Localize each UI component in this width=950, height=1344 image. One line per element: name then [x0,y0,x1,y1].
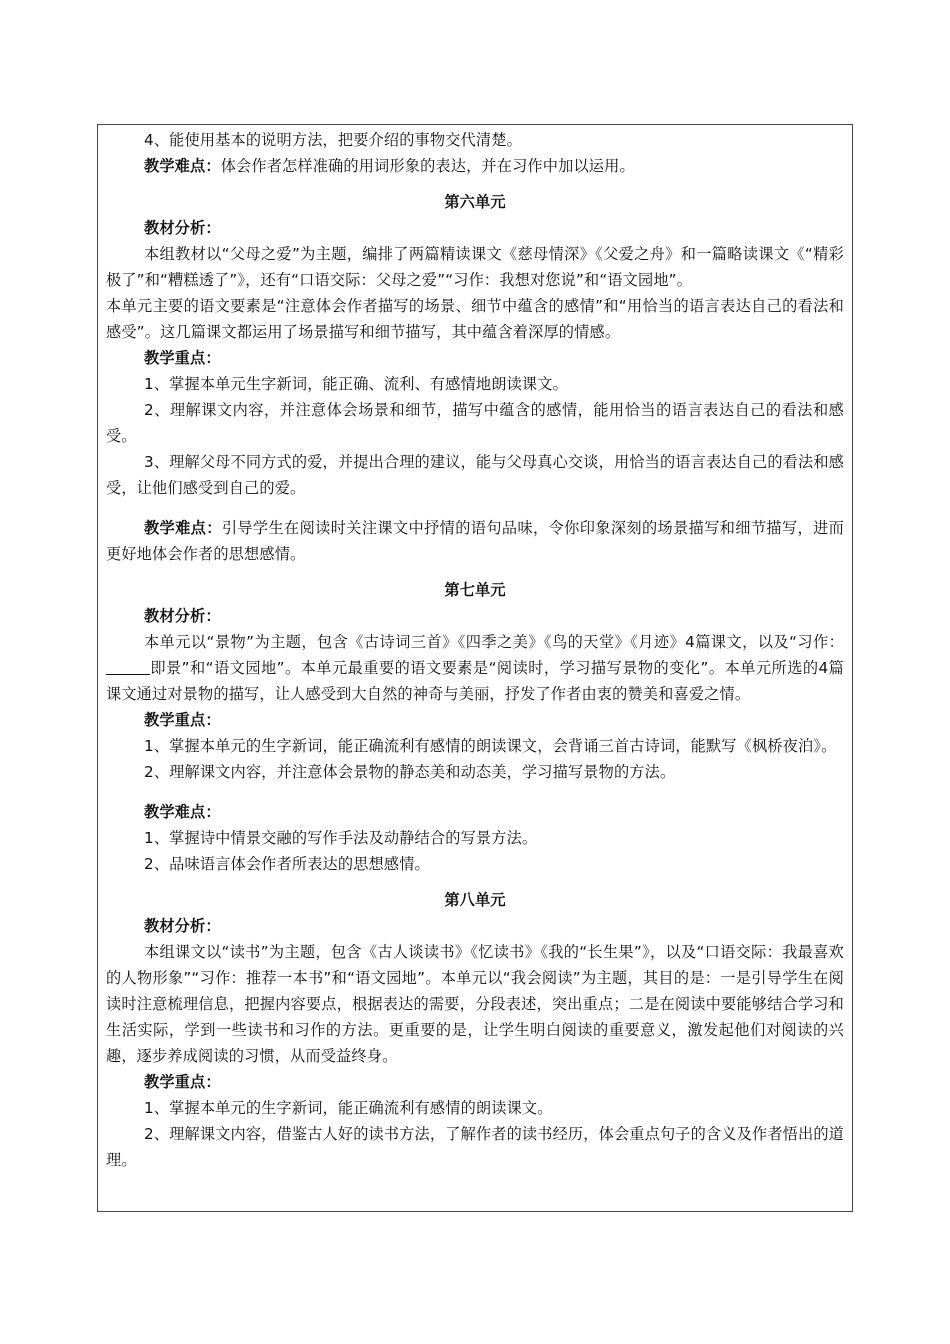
unit7-analysis-label: 教材分析： [144,607,221,625]
unit6-key-item-3: 3、理解父母不同方式的爱，并提出合理的建议，能与父母真心交谈，用恰当的语言表达自己的看法和感受，让他们感受到自己的爱。 [106,453,844,497]
document-table [97,124,853,1212]
unit7-analysis [106,629,844,707]
unit6-difficulty [106,515,844,567]
unit7-analysis-b: 即景”和“语文园地”。本单元最重要的语文要素是“阅读时，学习描写景物的变化”。本单元所选的4篇课文通过对景物的描写，让人感受到大自然的神奇与美丽，抒发了作者由衷的赞美和喜爱之情。 [106,659,844,703]
document-content [106,127,844,1173]
unit6-key-item-2: 2、理解课文内容，并注意体会场景和细节，描写中蕴含的感情，能用恰当的语言表达自己的看法和感受。 [106,401,844,445]
unit6-analysis-p1: 本组教材以“父母之爱”为主题，编排了两篇精读课文《慈母情深》《父爱之舟》和一篇略读课文《“精彩极了”和“糟糕透了”》，还有“口语交际：父母之爱”“习作：我想对您说”和“语文园地”。 [106,245,844,289]
unit7-key-item-2: 2、理解课文内容，并注意体会景物的静态美和动态美，学习描写景物的方法。 [144,763,676,781]
unit8-title: 第八单元 [444,891,506,909]
unit8-key-item-1: 1、掌握本单元的生字新词，能正确流利有感情的朗读课文。 [144,1099,553,1117]
unit6-title: 第六单元 [444,193,506,211]
unit6-analysis-p2: 本单元主要的语文要素是“注意体会作者描写的场景、细节中蕴含的感情”和“用恰当的语言表达自己的看法和感受”。这几篇课文都运用了场景描写和细节描写，其中蕴含着深厚的情感。 [106,297,844,341]
unit8-analysis: 本组课文以“读书”为主题，包含《古人谈读书》《忆读书》《我的“长生果”》，以及“口语交际：我最喜欢的人物形象”“习作：推荐一本书”和“语文园地”。本单元以“我会阅读”为主题，其目的是：一是引导学生在阅读时注意梳理信息，把握内容要点，根据表达的需要，分段表述，突出重点；二是在阅读中要能够结合学习和生活实际，学到一些读书和习作的方法。更重要的是，让学生明白阅读的重要意义，激发起他们对阅读的兴趣，逐步养成阅读的习惯，从而受益终身。 [106,943,844,1065]
unit8-key-item-2: 2、理解课文内容，借鉴古人好的读书方法，了解作者的读书经历，体会重点句子的含义及作者悟出的道理。 [106,1125,844,1169]
difficulty-label: 教学难点： [144,157,221,175]
fill-in-blank [106,660,150,675]
unit7-difficulty-label: 教学难点： [144,803,221,821]
unit6-difficulty-text: 引导学生在阅读时关注课文中抒情的语句品味，令你印象深刻的场景描写和细节描写，进而更好地体会作者的思想感情。 [106,519,845,563]
top-item-4: 4、能使用基本的说明方法，把要介绍的事物交代清楚。 [144,131,522,149]
unit7-title: 第七单元 [444,581,506,599]
unit6-key-label: 教学重点： [144,349,221,367]
unit8-key-label: 教学重点： [144,1073,221,1091]
unit7-analysis-a: 本单元以“景物”为主题，包含《古诗词三首》《四季之美》《鸟的天堂》《月迹》4篇课文，以及“习作： [144,633,844,651]
difficulty-text: 体会作者怎样准确的用词形象的表达，并在习作中加以运用。 [220,157,635,175]
unit7-difficulty-item-2: 2、品味语言体会作者所表达的思想感情。 [144,855,430,873]
unit6-key-item-1: 1、掌握本单元生字新词，能正确、流利、有感情地朗读课文。 [144,375,568,393]
unit7-key-label: 教学重点： [144,711,221,729]
unit7-key-item-1: 1、掌握本单元的生字新词，能正确流利有感情的朗读课文，会背诵三首古诗词，能默写《枫桥夜泊》。 [144,737,837,755]
unit6-difficulty-label: 教学难点： [144,519,222,537]
top-difficulty [106,153,844,179]
unit6-analysis-label: 教材分析： [144,219,221,237]
unit8-analysis-label: 教材分析： [144,917,221,935]
unit7-difficulty-item-1: 1、掌握诗中情景交融的写作手法及动静结合的写景方法。 [144,829,538,847]
